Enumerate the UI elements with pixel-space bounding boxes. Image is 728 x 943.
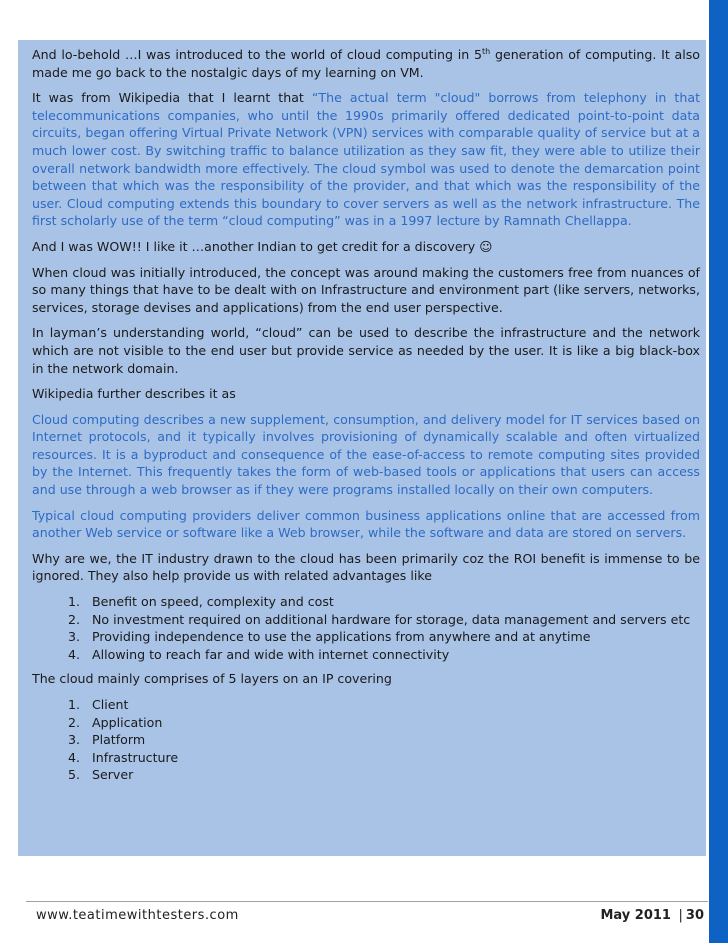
footer-separator: | <box>678 908 683 923</box>
paragraph-wikipedia-quote <box>32 89 700 230</box>
paragraph-layers: The cloud mainly comprises of 5 layers on an IP covering <box>32 671 392 687</box>
list-item: 1. Client <box>84 696 700 714</box>
list-item: 1. Benefit on speed, complexity and cost <box>84 593 700 611</box>
ordinal-suffix: th <box>482 46 491 56</box>
page-number: 30 <box>685 908 704 923</box>
footer-website-link[interactable]: www.teatimewithtesters.com <box>36 908 239 923</box>
wikipedia-quote: “The actual term "cloud" borrows from telephony in that telecommunications companies, who until the 1990s primarily offered dedicated point-to-point data circuits, began offering Virtual Private Network (VPN) services with comparable quality of service but at a much lower cost. By switching traffic to balance utilization as they saw fit, they were able to utilize their overall network bandwidth more effectively. The cloud symbol was used to denote the demarcation point between that which was the responsibility of the provider, and that which was the responsibility of the user. Cloud computing extends this boundary to cover servers as well as the network infrastructure. The first scholarly use of the term “cloud computing” was in a 1997 lecture by Ramnath Chellappa. <box>32 90 701 229</box>
advantages-list <box>32 593 700 663</box>
footer-page-info <box>600 908 704 923</box>
paragraph-intro <box>32 46 700 81</box>
paragraph-cloud-definition: Cloud computing describes a new supplement, consumption, and delivery model for IT services based on Internet protocols, and it typically involves provisioning of dynamically scalable and often virtualized resources. It is a byproduct and consequence of the ease-of-access to remote computing sites provided by the Internet. This frequently takes the form of web-based tools or applications that users can access and use through a web browser as if they were programs installed locally on their own computers. <box>32 411 700 498</box>
paragraph-layman: In layman’s understanding world, “cloud” can be used to describe the infrastructure and the network which are not visible to the end user but provide service as needed by the user. It is like a big black-box in the network domain. <box>32 325 700 376</box>
article-content-box <box>18 40 706 856</box>
side-accent-bar <box>709 0 728 943</box>
paragraph-wikipedia-intro: Wikipedia further describes it as <box>32 386 236 402</box>
footer-date: May 2011 <box>600 908 671 923</box>
intro-text-continued: generation of computing. It also made me go back to the nostalgic days of my learning on VM. <box>32 47 700 80</box>
list-item: 4. Infrastructure <box>84 749 700 767</box>
list-item: 2. Application <box>84 714 700 732</box>
paragraph-initial-concept: When cloud was initially introduced, the concept was around making the customers free from nuances of so many things that have to be dealt with on Infrastructure and environment part (like servers, networks, services, storage devises and applications) from the end user perspective. <box>32 264 700 315</box>
list-item: 3. Platform <box>84 731 700 749</box>
quote-lead: It was from Wikipedia that I learnt that <box>32 90 312 106</box>
list-item: 3. Providing independence to use the applications from anywhere and at anytime <box>84 628 700 646</box>
list-item: 5. Server <box>84 766 700 784</box>
layers-list <box>32 696 700 784</box>
paragraph-wow: And I was WOW!! I like it …another Indian to get credit for a discovery ☺ <box>32 238 493 254</box>
footer-divider <box>26 901 708 902</box>
paragraph-roi: Why are we, the IT industry drawn to the cloud has been primarily coz the ROI benefit is immense to be ignored. They also help provide us with related advantages like <box>32 550 700 584</box>
list-item: 2. No investment required on additional hardware for storage, data management and servers etc <box>84 611 700 629</box>
intro-text: And lo-behold …I was introduced to the world of cloud computing in 5 <box>32 47 482 62</box>
list-item: 4. Allowing to reach far and wide with internet connectivity <box>84 646 700 664</box>
paragraph-cloud-providers: Typical cloud computing providers deliver common business applications online that are accessed from another Web service or software like a Web browser, while the software and data are stored on servers. <box>32 507 700 541</box>
